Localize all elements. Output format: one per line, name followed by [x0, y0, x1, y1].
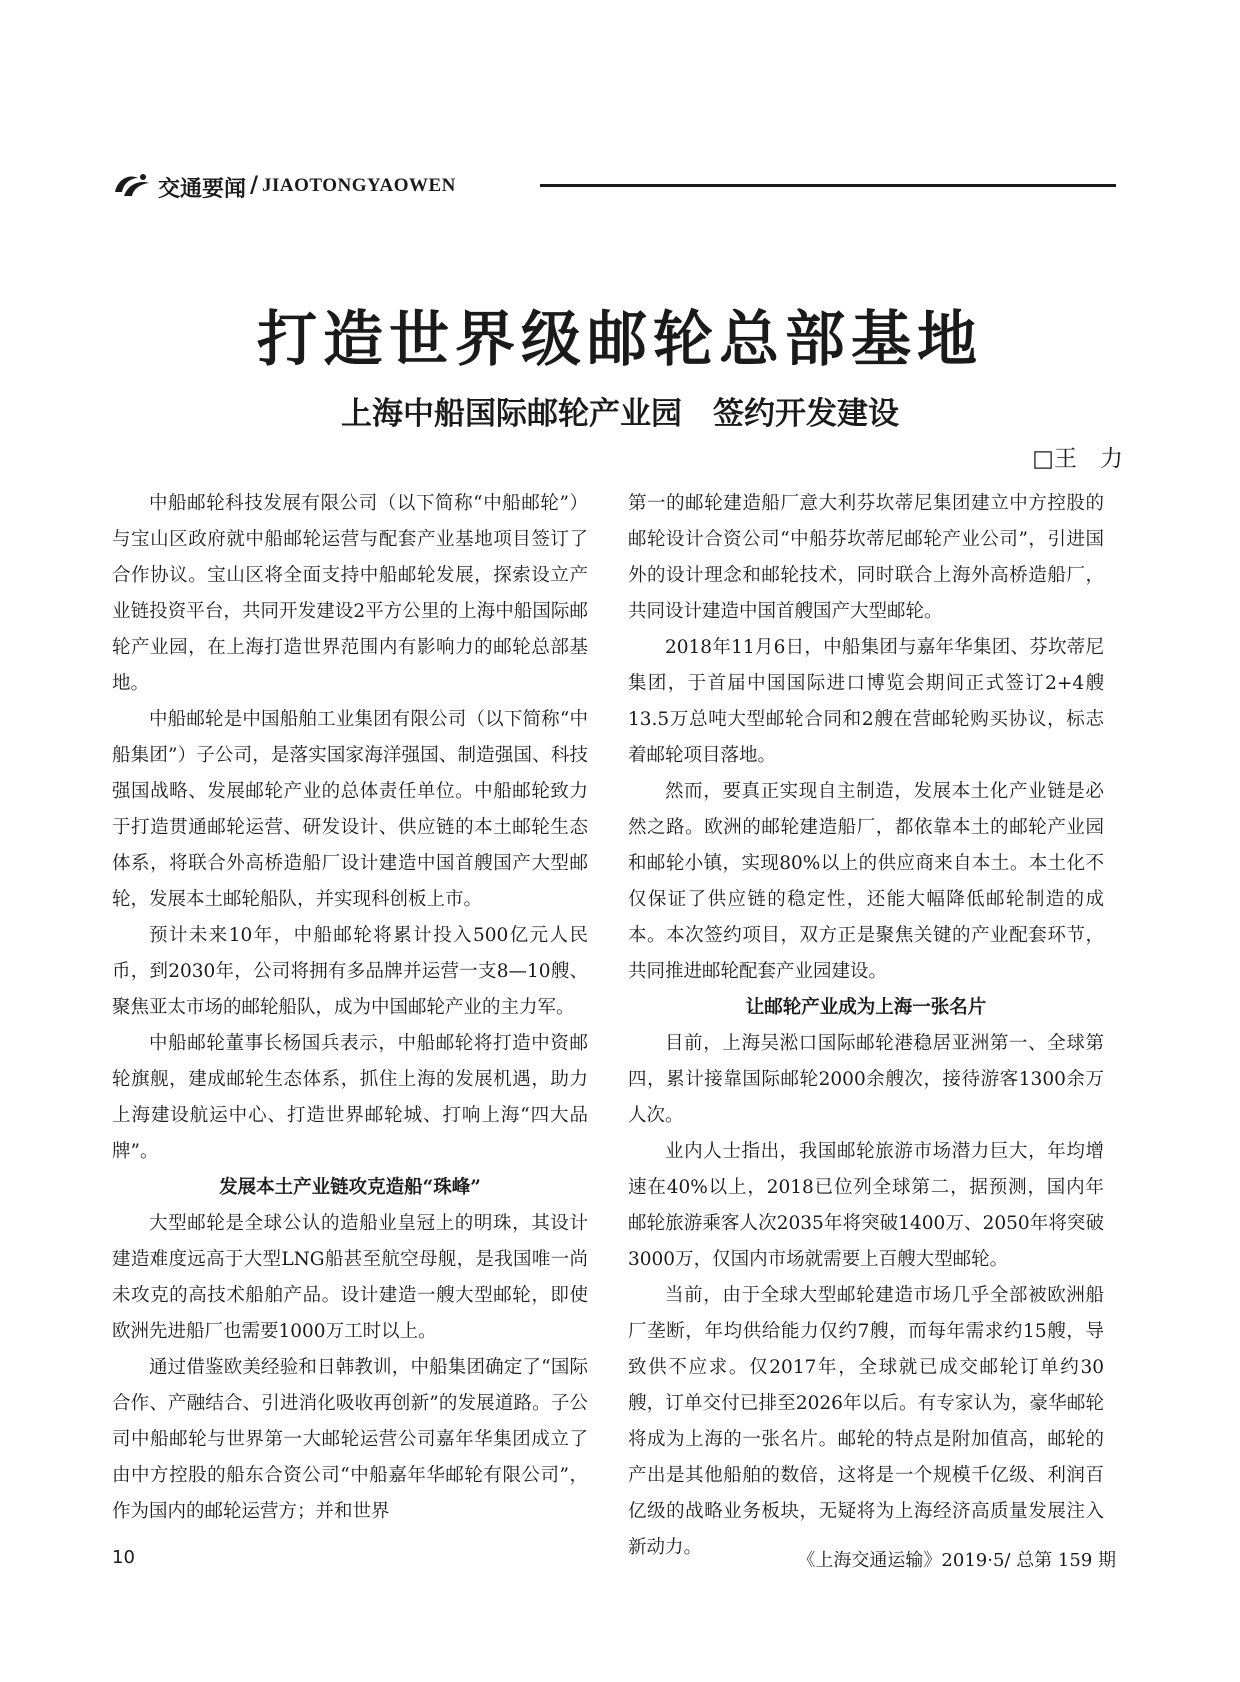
paragraph: 2018年11月6日，中船集团与嘉年华集团、芬坎蒂尼集团，于首届中国国际进口博览会期间正式签订2+4艘13.5万总吨大型邮轮合同和2艘在营邮轮购买协议，标志着邮轮项目落地。 [628, 637, 1104, 766]
paragraph: 大型邮轮是全球公认的造船业皇冠上的明珠，其设计建造难度远高于大型LNG船甚至航空母舰，是我国唯一尚未攻克的高技术船舶产品。设计建造一艘大型邮轮，即使欧洲先进船厂也需要1000万工时以上。 [112, 1213, 588, 1342]
paragraph-continued: 第一的邮轮建造船厂意大利芬坎蒂尼集团建立中方控股的邮轮设计合资公司“中船芬坎蒂尼邮轮产业公司”，引进国外的设计理念和邮轮技术，同时联合上海外高桥造船厂，共同设计建造中国首艘国产大型邮轮。 [628, 493, 1104, 622]
section-name-cn: 交通要闻 [158, 177, 247, 202]
left-column [112, 486, 588, 1530]
paragraph: 中船邮轮是中国船舶工业集团有限公司（以下简称“中船集团”）子公司，是落实国家海洋强国、制造强国、科技强国战略、发展邮轮产业的总体责任单位。中船邮轮致力于打造贯通邮轮运营、研发设计、供应链的本土邮轮生态体系，将联合外高桥造船厂设计建造中国首艘国产大型邮轮，发展本土邮轮船队，并实现科创板上市。 [112, 709, 588, 910]
header-rule [540, 184, 1116, 187]
article-title: 打造世界级邮轮总部基地 [257, 305, 983, 375]
section-heading: 发展本土产业链攻克造船“珠峰” [219, 1177, 481, 1198]
paragraph: 中船邮轮科技发展有限公司（以下简称“中船邮轮”）与宝山区政府就中船邮轮运营与配套产业基地项目签订了合作协议。宝山区将全面支持中船邮轮发展，探索设立产业链投资平台，共同开发建设2平方公里的上海中船国际邮轮产业园，在上海打造世界范围内有影响力的邮轮总部基地。 [112, 493, 588, 694]
right-column [628, 486, 1104, 1566]
paragraph: 业内人士指出，我国邮轮旅游市场潜力巨大，年均增速在40%以上，2018已位列全球第二，据预测，国内年邮轮旅游乘客人次2035年将突破1400万、2050年将突破3000万，仅国内市场就需要上百艘大型邮轮。 [628, 1141, 1104, 1270]
paragraph: 目前，上海吴淞口国际邮轮港稳居亚洲第一、全球第四，累计接靠国际邮轮2000余艘次，接待游客1300余万人次。 [628, 1033, 1104, 1126]
section-name-en: JIAOTONGYAOWEN [262, 175, 456, 196]
journal-issue-info: 《上海交通运输》2019·5/ 总第 159 期 [797, 1550, 1116, 1571]
paragraph: 预计未来10年，中船邮轮将累计投入500亿元人民币，到2030年，公司将拥有多品牌并运营一支8—10艘、聚焦亚太市场的邮轮船队，成为中国邮轮产业的主力军。 [112, 925, 588, 1018]
page-number: 10 [112, 1547, 135, 1568]
paragraph: 中船邮轮董事长杨国兵表示，中船邮轮将打造中资邮轮旗舰，建成邮轮生态体系，抓住上海的发展机遇，助力上海建设航运中心、打造世界邮轮城、打响上海“四大品牌”。 [112, 1033, 588, 1162]
paragraph: 当前，由于全球大型邮轮建造市场几乎全部被欧洲船厂垄断，年均供给能力仅约7艘，而每年需求约15艘，导致供不应求。仅2017年，全球就已成交邮轮订单约30艘，订单交付已排至2026年以后。有专家认为，豪华邮轮将成为上海的一张名片。邮轮的特点是附加值高，邮轮的产出是其他船舶的数倍，这将是一个规模千亿级、利润百亿级的战略业务板块，无疑将为上海经济高质量发展注入新动力。 [628, 1285, 1104, 1558]
paragraph: 然而，要真正实现自主制造，发展本土化产业链是必然之路。欧洲的邮轮建造船厂，都依靠本土的邮轮产业园和邮轮小镇，实现80%以上的供应商来自本土。本土化不仅保证了供应链的稳定性，还能大幅降低邮轮制造的成本。本次签约项目，双方正是聚焦关键的产业配套环节，共同推进邮轮配套产业园建设。 [628, 781, 1104, 982]
section-separator: / [250, 172, 259, 198]
paragraph: 通过借鉴欧美经验和日韩教训，中船集团确定了“国际合作、产融结合、引进消化吸收再创新”的发展道路。子公司中船邮轮与世界第一大邮轮运营公司嘉年华集团成立了由中方控股的船东合资公司“中船嘉年华邮轮有限公司”，作为国内的邮轮运营方；并和世界 [112, 1357, 588, 1522]
section-heading: 让邮轮产业成为上海一张名片 [745, 997, 987, 1018]
journal-logo-icon [112, 170, 152, 200]
section-header [112, 170, 1116, 200]
article-subtitle: 上海中船国际邮轮产业园 签约开发建设 [341, 396, 899, 432]
article-author: □王 力 [1032, 446, 1123, 472]
